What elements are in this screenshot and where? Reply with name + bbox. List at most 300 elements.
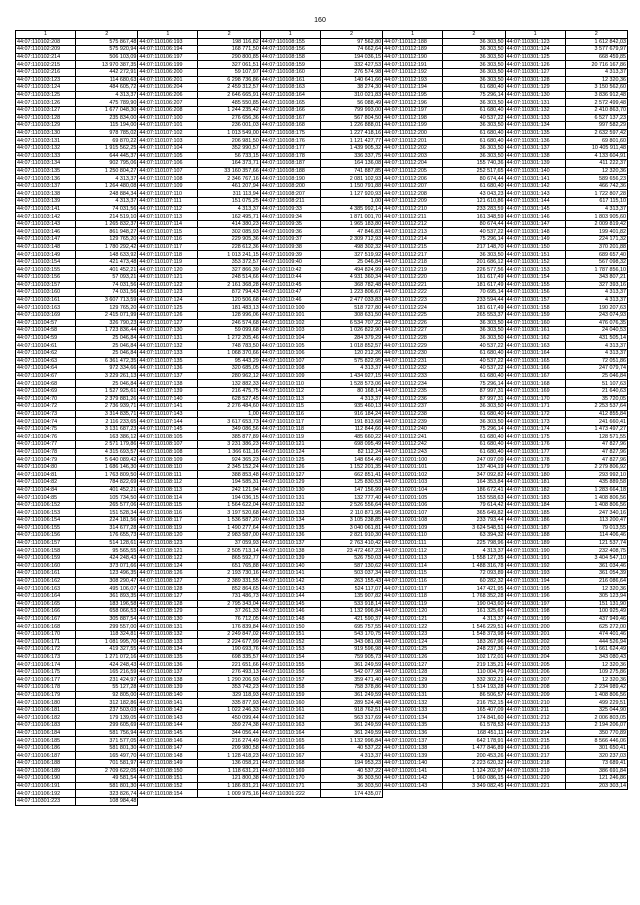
value-cell: 36 303,50: [443, 122, 505, 130]
cadastral-number-cell: 44:07:110201:112: [383, 547, 443, 555]
value-cell: 359 274,38: [198, 722, 260, 730]
value-cell: 695 757,55: [320, 623, 382, 631]
value-cell: 72 093,89: [443, 570, 505, 578]
cadastral-number-cell: 44:07:110107:140: [138, 395, 198, 403]
value-cell: 2 009 819,42: [565, 220, 627, 228]
cadastral-number-cell: 44:07:110108:152: [138, 782, 198, 790]
cadastral-number-cell: 44:07:110102:209: [16, 46, 76, 54]
cadastral-number-cell: 44:07:110112:199: [383, 122, 443, 130]
value-cell: 4 313,37: [76, 91, 138, 99]
table-row: [16, 296, 628, 304]
cadastral-number-cell: 44:07:110201:111: [383, 539, 443, 547]
value-cell: 36 303,50: [443, 251, 505, 259]
table-row: [16, 714, 628, 722]
value-cell: 129 765,20: [76, 236, 138, 244]
value-cell: 80 674,44: [443, 175, 505, 183]
value-cell: 1,00: [320, 198, 382, 206]
cadastral-number-cell: 44:07:110201:107: [383, 509, 443, 517]
value-cell: 567 098,32: [565, 258, 627, 266]
cadastral-number-cell: 44:07:110110:157: [260, 676, 320, 684]
cadastral-number-cell: 44:07:110112:200: [383, 129, 443, 137]
cadastral-number-cell: 44:07:110103:149: [16, 251, 76, 259]
value-cell: 121 610,86: [443, 198, 505, 206]
cadastral-number-cell: 44:07:110106:166: [16, 608, 76, 616]
cadastral-number-cell: 44:07:110112:212: [383, 220, 443, 228]
table-row: [16, 706, 628, 714]
value-cell: 113 200,47: [565, 517, 627, 525]
table-row: [16, 532, 628, 540]
header-cell: 2: [443, 31, 505, 39]
cadastral-number-cell: 44:07:110108:200: [260, 182, 320, 190]
value-cell: 419 327,55: [76, 646, 138, 654]
value-cell: 72 051,86: [565, 357, 627, 365]
value-cell: 214 519,10: [76, 213, 138, 221]
table-row: [16, 775, 628, 783]
table-row: [16, 175, 628, 183]
table-row: [16, 167, 628, 175]
value-cell: 95 443,29: [198, 357, 260, 365]
cadastral-number-cell: 44:07:110110:138: [260, 547, 320, 555]
cadastral-number-cell: 44:07:110201:119: [383, 600, 443, 608]
cadastral-number-cell: 44:07:110301:156: [505, 289, 565, 297]
value-cell: 543 170,75: [320, 630, 382, 638]
table-row: [16, 152, 628, 160]
value-cell: 506 103,09: [76, 53, 138, 61]
cadastral-number-cell: 44:07:110103:139: [16, 198, 76, 206]
cadastral-number-cell: 44:07:110103:124: [16, 84, 76, 92]
value-cell: 1 488 316,78: [443, 562, 505, 570]
value-cell: 3 607 713,59: [76, 296, 138, 304]
cadastral-number-cell: 44:07:110201:116: [383, 577, 443, 585]
value-cell: 386 691,84: [565, 767, 627, 775]
cadastral-number-cell: 44:07:110110:134: [260, 517, 320, 525]
table-row: [16, 53, 628, 61]
value-cell: 1 244 235,42: [198, 106, 260, 114]
cadastral-number-cell: 44:07:110301:130: [505, 91, 565, 99]
value-cell: 70 695,14: [443, 289, 505, 297]
value-cell: 310 021,83: [320, 91, 382, 99]
value-cell: 1 013 241,15: [198, 251, 260, 259]
cadastral-number-cell: 44:07:110104:82: [16, 479, 76, 487]
value-cell: 102 172,01: [443, 653, 505, 661]
cadastral-number-cell: 44:07:110301:170: [505, 395, 565, 403]
table-row: [16, 509, 628, 517]
table-row: [16, 319, 628, 327]
cadastral-number-cell: 44:07:110110:109: [260, 372, 320, 380]
value-cell: 56 733,15: [198, 152, 260, 160]
value-cell: 4 313,37: [565, 68, 627, 76]
value-cell: 36 303,50: [320, 775, 382, 783]
cadastral-number-cell: 44:07:110104:80: [16, 463, 76, 471]
cadastral-number-cell: 44:07:110107:115: [138, 228, 198, 236]
cadastral-number-cell: 44:07:110301:149: [505, 236, 565, 244]
value-cell: 3 577 679,97: [565, 46, 627, 54]
cadastral-number-cell: 44:07:110110:168: [260, 760, 320, 768]
cadastral-number-cell: 44:07:110106:204: [138, 84, 198, 92]
table-row: [16, 182, 628, 190]
cadastral-number-cell: 44:07:110108:190: [260, 175, 320, 183]
table-row: [16, 744, 628, 752]
table-row: [16, 38, 628, 46]
value-cell: 12 320,36: [565, 76, 627, 84]
cadastral-number-cell: 44:07:110301:123: [505, 38, 565, 46]
cadastral-number-cell: 44:07:110109:38: [260, 243, 320, 251]
table-row: [16, 266, 628, 274]
value-cell: 335 877,93: [198, 699, 260, 707]
value-cell: 503 037,34: [320, 570, 382, 578]
cadastral-number-cell: 44:07:110108:112: [138, 479, 198, 487]
table-row: [16, 524, 628, 532]
value-cell: 233 793,44: [443, 517, 505, 525]
cadastral-number-cell: 44:07:110301:189: [505, 539, 565, 547]
cadastral-number-cell: 44:07:110108:134: [138, 646, 198, 654]
cadastral-number-cell: 44:07:110201:101: [383, 463, 443, 471]
value-cell: 361 893,35: [76, 592, 138, 600]
value-cell: 373 071,66: [76, 562, 138, 570]
cadastral-number-cell: 44:07:110106:173: [16, 653, 76, 661]
cadastral-number-cell: 44:07:110103:131: [16, 137, 76, 145]
value-cell: 59 099,68: [198, 327, 260, 335]
value-cell: 191 813,68: [320, 418, 382, 426]
value-cell: 40 537,22: [443, 365, 505, 373]
value-cell: 575 920,94: [76, 46, 138, 54]
cadastral-number-cell: 44:07:110104:61: [16, 342, 76, 350]
cadastral-number-cell: 44:07:110110:133: [260, 509, 320, 517]
cadastral-number-cell: 44:07:110110:152: [260, 638, 320, 646]
cadastral-number-cell: 44:07:110112:195: [383, 91, 443, 99]
header-cell: 1: [505, 31, 565, 39]
value-cell: 1 546 229,51: [443, 623, 505, 631]
value-cell: 3 131 687,23: [76, 425, 138, 433]
header-cell: 1: [383, 31, 443, 39]
cadastral-number-cell: 44:07:110104:72: [16, 403, 76, 411]
cadastral-number-cell: 44:07:110112:201: [383, 137, 443, 145]
data-table: [15, 30, 628, 806]
cadastral-number-cell: 44:07:110103:142: [16, 213, 76, 221]
value-cell: 73 689,41: [565, 760, 627, 768]
value-cell: 978 785,02: [76, 129, 138, 137]
table-row: [16, 68, 628, 76]
cadastral-number-cell: 44:07:110301:150: [505, 243, 565, 251]
cadastral-number-cell: 44:07:110301:179: [505, 463, 565, 471]
table-row: [16, 213, 628, 221]
cadastral-number-cell: 44:07:110110:45: [260, 281, 320, 289]
cadastral-number-cell: 44:07:110301:145: [505, 205, 565, 213]
value-cell: 217 148,70: [443, 243, 505, 251]
value-cell: 25 046,84: [320, 258, 382, 266]
cadastral-number-cell: 44:07:110103:129: [16, 122, 76, 130]
cadastral-number-cell: 44:07:110106:157: [16, 539, 76, 547]
cadastral-number-cell: 44:07:110112:197: [383, 106, 443, 114]
cadastral-number-cell: 44:07:110201:120: [383, 608, 443, 616]
cadastral-number-cell: 44:07:110112:226: [383, 319, 443, 327]
value-cell: 308 290,47: [76, 577, 138, 585]
value-cell: 4 313,37: [443, 547, 505, 555]
value-cell: 248 884,34: [76, 190, 138, 198]
cadastral-number-cell: 44:07:110106:154: [16, 517, 76, 525]
cadastral-number-cell: 44:07:110108:128: [138, 585, 198, 593]
value-cell: 698 095,49: [320, 441, 382, 449]
cadastral-number-cell: 44:07:110108:149: [138, 760, 198, 768]
value-cell: 168 451,11: [443, 729, 505, 737]
cadastral-number-cell: 44:07:110201:123: [383, 630, 443, 638]
cadastral-number-cell: 44:07:110103:160: [16, 289, 76, 297]
cadastral-number-cell: 44:07:110110:117: [260, 418, 320, 426]
cadastral-number-cell: 44:07:110108:143: [138, 714, 198, 722]
cadastral-number-cell: 44:07:110301:200: [505, 623, 565, 631]
value-cell: 2 526 556,64: [320, 501, 382, 509]
cadastral-number-cell: 44:07:110108:166: [260, 106, 320, 114]
cadastral-number-cell: 44:07:110201:121: [383, 615, 443, 623]
value-cell: 147 156,99: [320, 486, 382, 494]
cadastral-number-cell: 44:07:110110:124: [260, 448, 320, 456]
cadastral-number-cell: 44:07:110110:113: [260, 395, 320, 403]
value-cell: 47 827,96: [565, 441, 627, 449]
value-cell: 1 723 836,44: [76, 327, 138, 335]
cadastral-number-cell: 44:07:110108:113: [138, 486, 198, 494]
cadastral-number-cell: 44:07:110201:115: [383, 570, 443, 578]
value-cell: 3 349 082,45: [443, 782, 505, 790]
value-cell: 1 121 427,77: [320, 137, 382, 145]
cadastral-number-cell: 44:07:110301:146: [505, 213, 565, 221]
value-cell: 216 752,15: [443, 699, 505, 707]
value-cell: 35 720,05: [565, 395, 627, 403]
value-cell: 79 614,42: [443, 501, 505, 509]
value-cell: 1 722 807,28: [565, 190, 627, 198]
cadastral-number-cell: 44:07:110104:58: [16, 327, 76, 335]
value-cell: 1 223 806,67: [320, 289, 382, 297]
value-cell: 118 324,81: [76, 630, 138, 638]
value-cell: 61 680,40: [443, 182, 505, 190]
cadastral-number-cell: 44:07:110112:203: [383, 152, 443, 160]
table-row: [16, 592, 628, 600]
value-cell: 36 303,50: [320, 782, 382, 790]
value-cell: 3 231 386,23: [198, 441, 260, 449]
value-cell: 918 762,51: [320, 706, 382, 714]
value-cell: 1 132 996,84: [320, 608, 382, 616]
value-cell: 758 378,86: [320, 684, 382, 692]
cadastral-number-cell: 44:07:110109:35: [260, 220, 320, 228]
table-row: [16, 577, 628, 585]
value-cell: 3 617 653,73: [198, 418, 260, 426]
value-cell: 61 680,40: [443, 129, 505, 137]
cadastral-number-cell: 44:07:110107:138: [138, 380, 198, 388]
cadastral-number-cell: 44:07:110301:181: [505, 479, 565, 487]
value-cell: 6 361 472,35: [76, 357, 138, 365]
cadastral-number-cell: 44:07:110104:59: [16, 334, 76, 342]
value-cell: 1 022 246,33: [198, 706, 260, 714]
value-cell: 2 249 847,02: [198, 630, 260, 638]
value-cell: 1 871 001,70: [320, 213, 382, 221]
cadastral-number-cell: 44:07:110301:143: [505, 190, 565, 198]
cadastral-number-cell: 44:07:110201:106: [383, 501, 443, 509]
value-cell: 731 486,73: [198, 592, 260, 600]
table-row: [16, 380, 628, 388]
value-cell: 265 553,37: [443, 311, 505, 319]
cadastral-number-cell: 44:07:110112:221: [383, 281, 443, 289]
cadastral-number-cell: 44:07:110106:165: [16, 600, 76, 608]
value-cell: 1 960 086,15: [443, 775, 505, 783]
cadastral-number-cell: 44:07:110112:224: [383, 304, 443, 312]
cadastral-number-cell: 44:07:110112:220: [383, 274, 443, 282]
value-cell: 353 742,23: [198, 684, 260, 692]
value-cell: 359 471,40: [320, 676, 382, 684]
value-cell: 128 571,55: [565, 433, 627, 441]
cadastral-number-cell: 44:07:110110:166: [260, 744, 320, 752]
value-cell: 36 303,50: [443, 319, 505, 327]
value-cell: 1 081 995,70: [76, 638, 138, 646]
value-cell: 3 040 061,81: [320, 524, 382, 532]
cadastral-number-cell: 44:07:110107:106: [138, 160, 198, 168]
value-cell: 233 594,44: [443, 296, 505, 304]
cadastral-number-cell: 44:07:110106:197: [138, 53, 198, 61]
value-cell: 567 804,50: [320, 114, 382, 122]
cadastral-number-cell: 44:07:110103:138: [16, 190, 76, 198]
value-cell: 1 290 206,93: [198, 676, 260, 684]
cadastral-number-cell: 44:07:110112:205: [383, 167, 443, 175]
value-cell: 919 596,98: [320, 646, 382, 654]
cadastral-number-cell: 44:07:110110:165: [260, 737, 320, 745]
value-cell: 209 980,58: [198, 744, 260, 752]
value-cell: 352 990,57: [198, 144, 260, 152]
cadastral-number-cell: 44:07:110108:115: [138, 501, 198, 509]
value-cell: 5 640 089,42: [76, 456, 138, 464]
value-cell: 2 763 410,42: [320, 539, 382, 547]
cadastral-number-cell: 44:07:110301:215: [505, 737, 565, 745]
value-cell: 36 303,50: [443, 152, 505, 160]
value-cell: 861 948,27: [76, 228, 138, 236]
value-cell: 3 836 912,48: [565, 91, 627, 99]
table-row: [16, 782, 628, 790]
cadastral-number-cell: 44:07:110106:184: [16, 729, 76, 737]
cadastral-number-cell: 44:07:110110:127: [260, 471, 320, 479]
value-cell: 108 984,48: [76, 797, 138, 805]
cadastral-number-cell: 44:07:110107:123: [138, 289, 198, 297]
value-cell: 1,00: [198, 410, 260, 418]
cadastral-number-cell: 44:07:110301:210: [505, 699, 565, 707]
value-cell: 36 303,50: [443, 99, 505, 107]
cadastral-number-cell: 44:07:110301:138: [505, 152, 565, 160]
value-cell: 4 313,37: [320, 395, 382, 403]
cadastral-number-cell: 44:07:110301:188: [505, 532, 565, 540]
value-cell: 617 115,10: [565, 198, 627, 206]
cadastral-number-cell: 44:07:110112:196: [383, 99, 443, 107]
cadastral-number-cell: 44:07:110201:127: [383, 661, 443, 669]
cadastral-number-cell: 44:07:110103:163: [16, 304, 76, 312]
cadastral-number-cell: 44:07:110107:120: [138, 266, 198, 274]
cadastral-number-cell: 44:07:110103:130: [16, 129, 76, 137]
value-cell: 3 197 520,68: [198, 509, 260, 517]
table-row: [16, 274, 628, 282]
value-cell: 226 577,56: [443, 266, 505, 274]
cadastral-number-cell: 44:07:110112:209: [383, 198, 443, 206]
cadastral-number-cell: 44:07:110112:222: [383, 289, 443, 297]
table-row: [16, 281, 628, 289]
value-cell: 37 059,93: [198, 539, 260, 547]
value-cell: 385 877,89: [198, 433, 260, 441]
value-cell: 344 056,44: [198, 729, 260, 737]
value-cell: 329 118,93: [198, 691, 260, 699]
value-cell: 59 107,97: [198, 68, 260, 76]
value-cell: 24 040,53: [565, 327, 627, 335]
cadastral-number-cell: 44:07:110107:113: [138, 213, 198, 221]
table-row: [16, 608, 628, 616]
cadastral-number-cell: 44:07:110108:105: [138, 433, 198, 441]
cadastral-number-cell: 44:07:110301:204: [505, 653, 565, 661]
cadastral-number-cell: 44:07:110301:172: [505, 410, 565, 418]
value-cell: 248 237,36: [443, 646, 505, 654]
value-cell: 2 379 881,26: [76, 395, 138, 403]
value-cell: 1 661 624,49: [565, 646, 627, 654]
value-cell: 289 524,48: [320, 699, 382, 707]
cadastral-number-cell: 44:07:110108:167: [260, 114, 320, 122]
value-cell: 36 303,50: [443, 144, 505, 152]
value-cell: 495 106,07: [76, 585, 138, 593]
value-cell: 132 777,40: [320, 494, 382, 502]
cadastral-number-cell: 44:07:110110:119: [260, 433, 320, 441]
value-cell: 3 404 547,10: [565, 554, 627, 562]
cadastral-number-cell: 44:07:110301:160: [505, 319, 565, 327]
table-row: [16, 448, 628, 456]
value-cell: 1 272 205,46: [198, 334, 260, 342]
value-cell: 343 807,21: [565, 274, 627, 282]
value-cell: 25 046,84: [76, 334, 138, 342]
cadastral-number-cell: 44:07:110104:62: [16, 349, 76, 357]
table-row: [16, 600, 628, 608]
value-cell: 13 970 387,35: [76, 61, 138, 69]
cadastral-number-cell: 44:07:110112:206: [383, 175, 443, 183]
cadastral-number-cell: 44:07:110201:135: [383, 722, 443, 730]
value-cell: 33 160 357,66: [198, 167, 260, 175]
cadastral-number-cell: 44:07:110104:84: [16, 486, 76, 494]
value-cell: 61 680,40: [443, 349, 505, 357]
cadastral-number-cell: 44:07:110110:100: [260, 304, 320, 312]
value-cell: 498 302,32: [320, 243, 382, 251]
cadastral-number-cell: 44:07:110110:130: [260, 486, 320, 494]
cadastral-number-cell: 44:07:110201:141: [383, 767, 443, 775]
table-row: [16, 585, 628, 593]
cadastral-number-cell: 44:07:110106:177: [16, 676, 76, 684]
cadastral-number-cell: 44:07:110301:162: [505, 334, 565, 342]
value-cell: 36 303,50: [443, 68, 505, 76]
value-cell: 485 550,85: [198, 99, 260, 107]
cadastral-number-cell: 44:07:110112:210: [383, 205, 443, 213]
cadastral-number-cell: 44:07:110110:110: [260, 380, 320, 388]
cadastral-number-cell: 44:07:110201:122: [383, 623, 443, 631]
value-cell: 190 043,60: [443, 600, 505, 608]
value-cell: 151 528,34: [76, 509, 138, 517]
table-row: [16, 494, 628, 502]
value-cell: 332 427,53: [320, 61, 382, 69]
cadastral-number-cell: 44:07:110301:201: [505, 630, 565, 638]
cadastral-number-cell: 44:07:110106:168: [16, 623, 76, 631]
value-cell: 1 127 920,93: [320, 190, 382, 198]
value-cell: 55 127,28: [76, 684, 138, 692]
value-cell: 194 036,15: [198, 494, 260, 502]
value-cell: 1 686 146,30: [76, 463, 138, 471]
value-cell: 6 534 707,22: [320, 319, 382, 327]
cadastral-number-cell: 44:07:110112:239: [383, 418, 443, 426]
value-cell: 581 801,30: [76, 782, 138, 790]
value-cell: 662 851,41: [320, 471, 382, 479]
cadastral-number-cell: 44:07:110301:223: [16, 797, 76, 805]
cadastral-number-cell: 44:07:110108:159: [260, 61, 320, 69]
cadastral-number-cell: 44:07:110106:164: [16, 592, 76, 600]
value-cell: 4 313,37: [320, 752, 382, 760]
cadastral-number-cell: 44:07:110301:154: [505, 274, 565, 282]
value-cell: 109 275,86: [565, 668, 627, 676]
value-cell: 4 313,37: [76, 198, 138, 206]
